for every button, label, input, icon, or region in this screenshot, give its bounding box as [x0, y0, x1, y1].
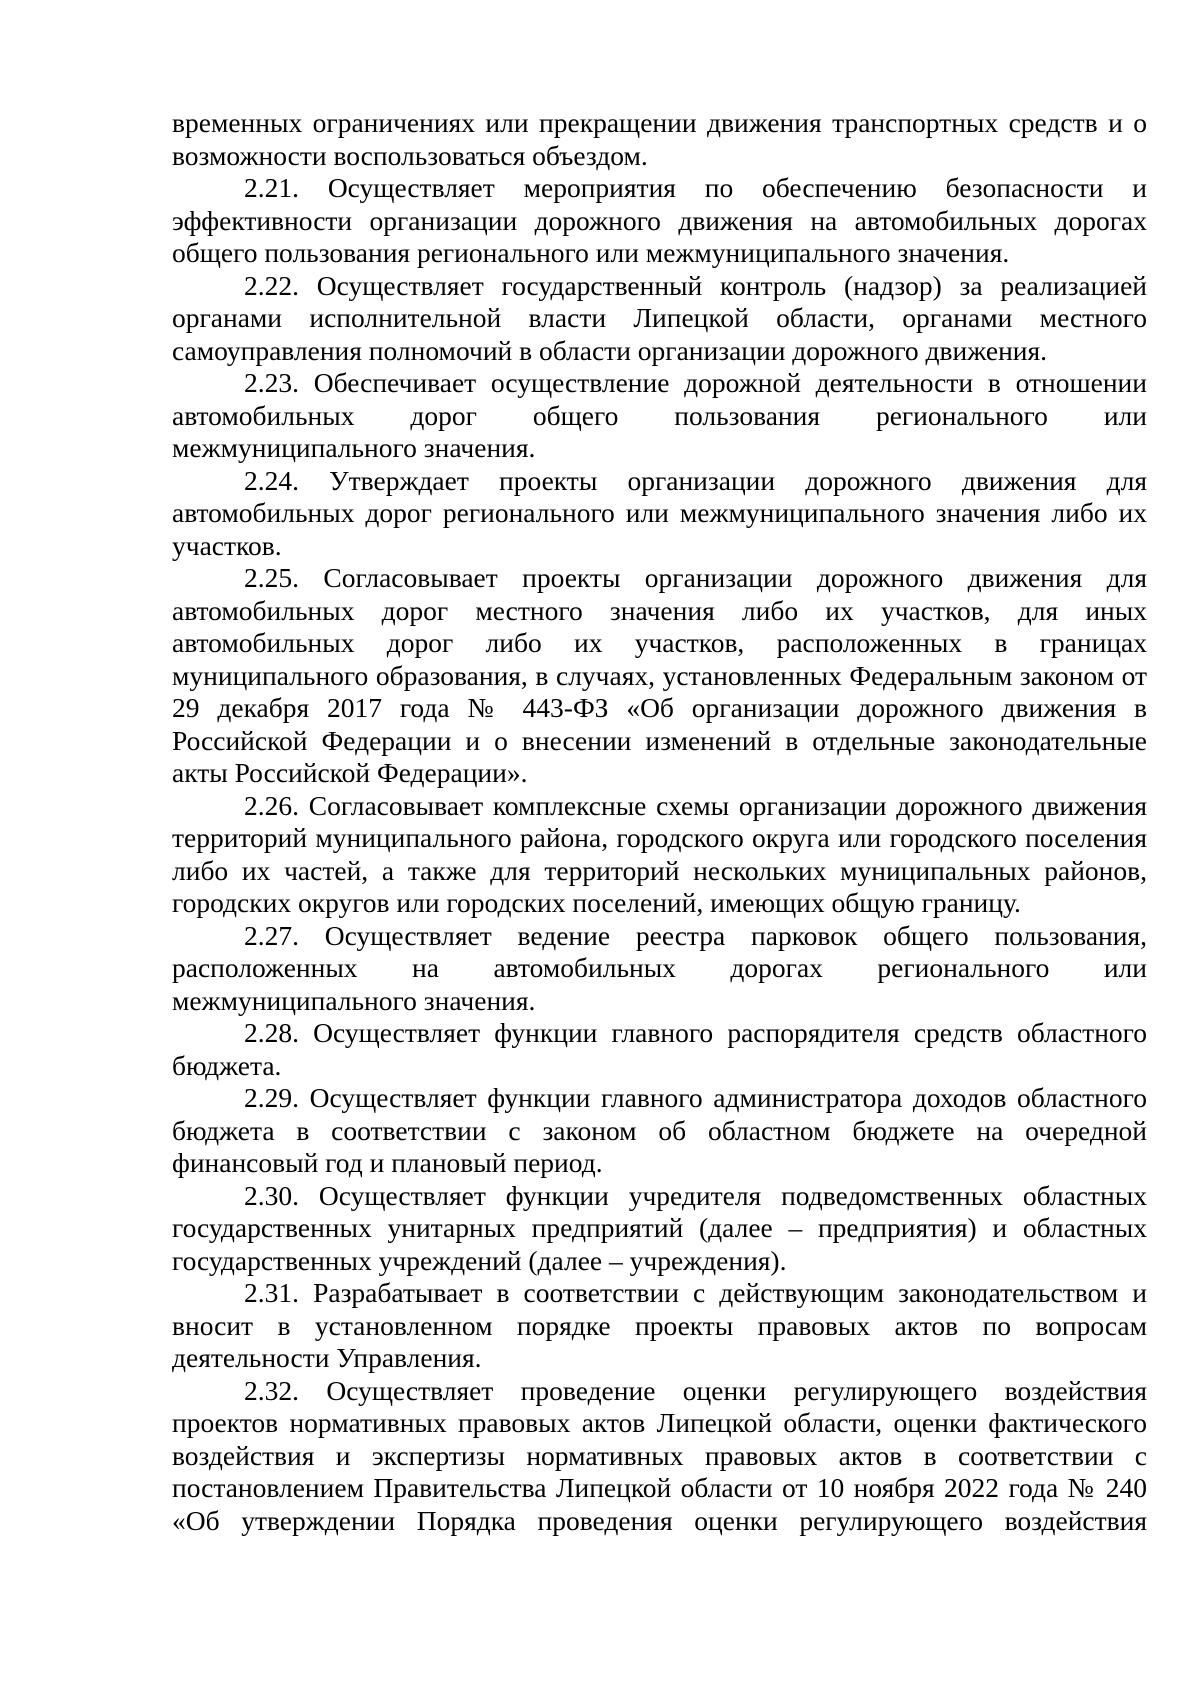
paragraph-2-27: 2.27. Осуществляет ведение реестра парковок общего пользования, расположенных на автомобильных дорогах регионального или межмуниципального значения. — [172, 919, 1147, 1016]
paragraph-2-26: 2.26. Согласовывает комплексные схемы организации дорожного движения территорий муниципального района, городского округа или городского поселения либо их частей, а также для территорий нескольких муниципальных районов, городских округов или городских поселений, имеющих общую границу. — [172, 789, 1147, 918]
paragraph-2-21: 2.21. Осуществляет мероприятия по обеспечению безопасности и эффективности организации дорожного движения на автомобильных дорогах общего пользования регионального или межмуниципального значения. — [172, 172, 1147, 268]
paragraph-2-20-continuation: временных ограничениях или прекращении движения транспортных средств и о возможности воспользоваться объездом. — [172, 107, 1147, 171]
paragraph-2-30: 2.30. Осуществляет функции учредителя подведомственных областных государственных унитарных предприятий (далее – предприятия) и областных государственных учреждений (далее – учреждения). — [172, 1179, 1147, 1276]
paragraph-2-28: 2.28. Осуществляет функции главного распорядителя средств областного бюджета. — [172, 1017, 1147, 1081]
paragraph-2-32: 2.32. Осуществляет проведение оценки регулирующего воздействия проектов нормативных правовых актов Липецкой области, оценки фактического воздействия и экспертизы нормативных правовых актов в соответствии с постановлением Правительства Липецкой области от 10 ноября 2022 года № 240 «Об утверждении Порядка проведения оценки регулирующего воздействия — [172, 1374, 1147, 1536]
paragraph-2-25: 2.25. Согласовывает проекты организации дорожного движения для автомобильных дорог местного значения либо их участков, для иных автомобильных дорог либо их участков, расположенных в границах муниципального образования, в случаях, установленных Федеральным законом от 29 декабря 2017 года № 443-ФЗ «Об организации дорожного движения в Российской Федерации и о внесении изменений в отдельные законодательные акты Российской Федерации». — [172, 562, 1147, 788]
paragraph-2-31: 2.31. Разрабатывает в соответствии с действующим законодательством и вносит в установленном порядке проекты правовых актов по вопросам деятельности Управления. — [172, 1277, 1147, 1373]
document-page — [172, 107, 1147, 1537]
paragraph-2-24: 2.24. Утверждает проекты организации дорожного движения для автомобильных дорог регионального или межмуниципального значения либо их участков. — [172, 464, 1147, 561]
paragraph-2-29: 2.29. Осуществляет функции главного администратора доходов областного бюджета в соответствии с законом об областном бюджете на очередной финансовый год и плановый период. — [172, 1082, 1147, 1178]
paragraph-2-22: 2.22. Осуществляет государственный контроль (надзор) за реализацией органами исполнительной власти Липецкой области, органами местного самоуправления полномочий в области организации дорожного движения. — [172, 269, 1147, 366]
paragraph-2-23: 2.23. Обеспечивает осуществление дорожной деятельности в отношении автомобильных дорог общего пользования регионального или межмуниципального значения. — [172, 367, 1147, 463]
